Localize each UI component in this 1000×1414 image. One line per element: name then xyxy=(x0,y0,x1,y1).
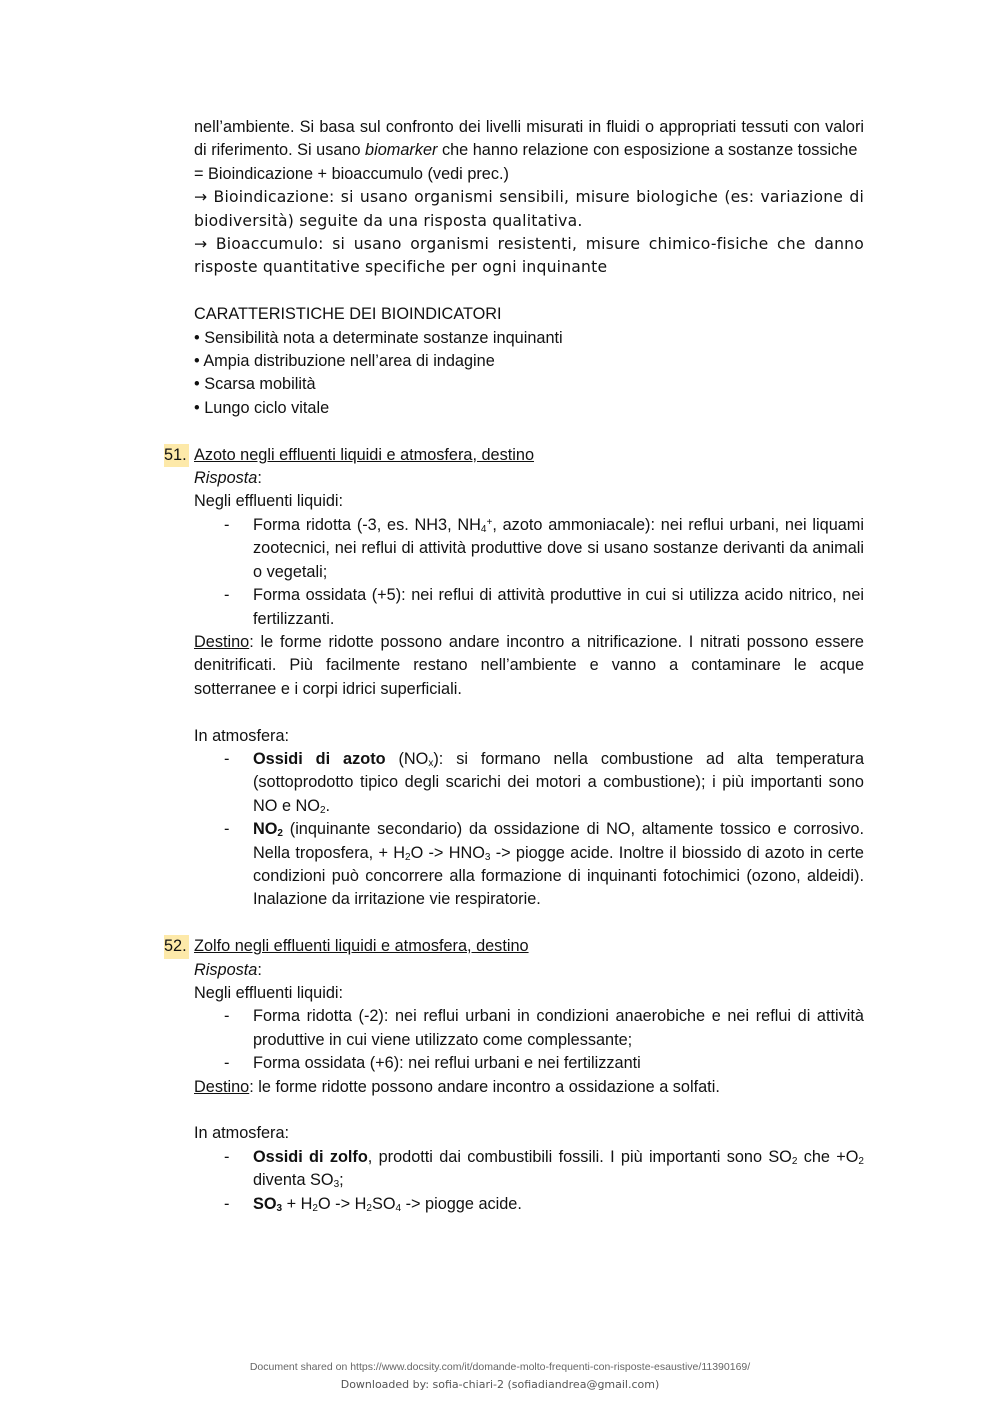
liquidi-list xyxy=(194,514,864,631)
atmosfera-list xyxy=(194,1146,864,1216)
caratteristiche-item: • Scarsa mobilità xyxy=(194,375,316,394)
caratteristiche-title: CARATTERISTICHE DEI BIOINDICATORI xyxy=(194,305,502,324)
caratteristiche-item: • Lungo ciclo vitale xyxy=(194,398,330,417)
list-item: - Forma ossidata (+5): nei reflui di attività produttive in cui si utilizza acido nitrico, nei fertilizzanti. xyxy=(224,586,864,628)
list-item: - Forma ossidata (+6): nei reflui urbani e nei fertilizzanti xyxy=(224,1054,641,1073)
list-item: - Forma ridotta (-2): nei reflui urbani in condizioni anaerobiche e nei reflui di attività produttive in cui viene utilizzato come complessante; xyxy=(224,1007,864,1049)
document-page xyxy=(164,116,865,1216)
liquidi-label: Negli effluenti liquidi: xyxy=(194,983,344,1002)
question-52-heading xyxy=(164,935,864,958)
question-title: Azoto negli effluenti liquidi e atmosfera, destino xyxy=(194,445,535,464)
question-number: 51. xyxy=(164,444,189,467)
intro-biomarker: biomarker xyxy=(365,141,438,160)
risposta-label: Risposta: xyxy=(194,469,262,488)
list-item: - Ossidi di zolfo, prodotti dai combustibili fossili. I più importanti sono $SO_2$ che $+O_2$ diventa $SO_3$; xyxy=(224,1147,864,1191)
risposta-label: Risposta: xyxy=(194,960,262,979)
liquidi-list xyxy=(194,1005,864,1075)
list-item: - $SO_3 + H_2O -> H_2SO_4$ -> piogge acide. xyxy=(224,1194,522,1214)
bioaccumulo-line: → Bioaccumulo: si usano organismi resistenti, misure chimico-fisiche che danno risposte quantitative specifiche per ogni inquinante xyxy=(194,235,864,277)
intro-text-b: che hanno relazione con esposizione a sostanze tossiche xyxy=(437,141,858,160)
question-number: 52. xyxy=(164,935,189,958)
liquidi-label: Negli effluenti liquidi: xyxy=(194,492,344,511)
atmosfera-label: In atmosfera: xyxy=(194,726,290,745)
intro-text-a: nell’ambiente. Si basa sul confronto dei livelli misurati in fluidi o appropriati tessuti con valori di riferimento. Si usano xyxy=(194,118,864,160)
question-title: Zolfo negli effluenti liquidi e atmosfera, destino xyxy=(194,937,529,956)
list-item: - $NO_2$ (inquinante secondario) da ossidazione di NO, altamente tossico e corrosivo. Nella troposfera, + $H_2O -> HNO_3$ -> piogge acide. Inoltre il biossido di azoto in certe condizioni può concorrere alla formazione di inquinanti fotochimici (ozono, aldeidi). Inalazione da irritazione vie respiratorie. xyxy=(224,820,864,909)
footer-downloaded: Downloaded by: sofia-chiari-2 (sofiadiandrea@gmail.com) xyxy=(340,1378,660,1391)
footer-shared: Document shared on https://www.docsity.com/it/domande-molto-frequenti-con-risposte-esaustive/11390169/ xyxy=(249,1361,751,1373)
destino-paragraph: Destino: le forme ridotte possono andare incontro a nitrificazione. I nitrati possono essere denitrificati. Più facilmente restano nell’ambiente e vanno a contaminare le acque sotterranee e i corpi idrici superficiali. xyxy=(194,632,864,698)
atmosfera-list xyxy=(194,748,864,912)
intro-paragraph xyxy=(194,116,864,163)
question-51-heading xyxy=(164,444,864,467)
caratteristiche-item: • Ampia distribuzione nell’area di indagine xyxy=(194,352,495,371)
bioindicazione-line: → Bioindicazione: si usano organismi sensibili, misure biologiche (es: variazione di biodiversità) seguite da una risposta qualitativa. xyxy=(194,188,864,230)
atmosfera-label: In atmosfera: xyxy=(194,1124,290,1143)
list-item: - Forma ridotta (-3, es. NH3, $NH_4^+$, azoto ammoniacale): nei reflui urbani, nei liquami zootecnici, nei reflui di attività produttive dove si usano sostanze derivanti da animali o vegetali; xyxy=(224,515,864,581)
list-item: - Ossidi di azoto $(NO_x)$: si formano nella combustione ad alta temperatura (sottoprodotto tipico degli scarichi dei motori a combustione); i più importanti sono NO e $NO_2$. xyxy=(224,749,865,816)
intro-equation: = Bioindicazione + bioaccumulo (vedi prec.) xyxy=(194,164,509,183)
caratteristiche-item: • Sensibilità nota a determinate sostanze inquinanti xyxy=(194,328,563,347)
destino-paragraph: Destino: le forme ridotte possono andare incontro a ossidazione a solfati. xyxy=(194,1077,720,1096)
